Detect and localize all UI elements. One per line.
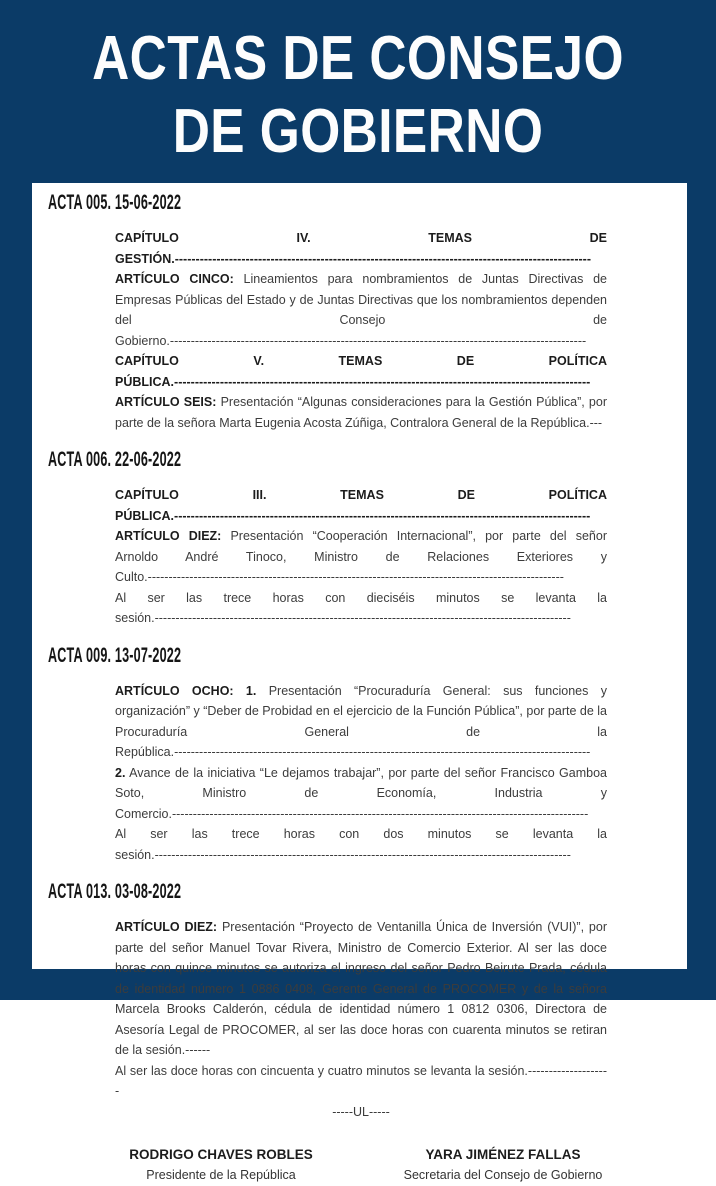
- acta-paragraph: [115, 526, 607, 588]
- signer-role: Secretaria del Consejo de Gobierno: [403, 1168, 603, 1182]
- paragraph-lead: CAPÍTULO III. TEMAS DE POLÍTICA PÚBLICA.: [115, 488, 607, 523]
- paragraph-text: Presentación “Algunas consideraciones para la Gestión Pública”, por parte de la señora Marta Eugenia Acosta Zúñiga, Contralora General de la República.---: [115, 395, 607, 430]
- signer-name: YARA JIMÉNEZ FALLAS: [425, 1147, 581, 1162]
- paragraph-text: Lineamientos para nombramientos de Juntas Directivas de Empresas Públicas del Estado y de Juntas Directivas que los nombramientos dependen del Consejo de Gobierno.: [115, 272, 607, 348]
- dash-filler: ----------------------------------------------------------------------------------------------------: [147, 570, 564, 584]
- signer-role: Presidente de la República: [146, 1168, 296, 1182]
- document-page: [32, 183, 687, 1182]
- banner: [0, 0, 716, 168]
- dash-filler: ----------------------------------------------------------------------------------------------------: [169, 333, 587, 348]
- acta-heading-text: ACTA 006. 22-06-2022: [48, 448, 182, 471]
- paragraph-text: Presentación “Procuraduría General: sus funciones y organización” y “Deber de Probidad en el ejercicio de la Función Pública”, por parte de la Procuraduría General de la República.: [115, 683, 607, 759]
- paragraph-lead: 2.: [115, 765, 126, 780]
- acta-paragraph: [115, 228, 607, 269]
- acta-heading: [48, 643, 687, 667]
- dash-filler: ----------------------------------------------------------------------------------------------------: [154, 611, 571, 625]
- acta-paragraph: [115, 269, 607, 351]
- acta-paragraphs: [115, 485, 607, 629]
- acta-heading: [48, 193, 687, 213]
- paragraph-lead: ARTÍCULO OCHO: 1.: [115, 683, 257, 698]
- paragraph-lead: ARTÍCULO CINCO:: [115, 272, 234, 286]
- acta-paragraphs: [115, 228, 607, 433]
- acta-paragraph: [115, 485, 607, 526]
- acta-sections: [48, 193, 687, 1122]
- acta-paragraph: [115, 917, 607, 1061]
- dash-filler: ----------------------------------------------------------------------------------------------------: [154, 847, 571, 862]
- signer-name: RODRIGO CHAVES ROBLES: [129, 1147, 313, 1162]
- dash-filler: ----------------------------------------------------------------------------------------------------: [174, 251, 591, 266]
- acta-section: [48, 643, 687, 866]
- paragraph-text: Al ser las doce horas con cincuenta y cuatro minutos se levanta la sesión.--------------------: [115, 1063, 607, 1098]
- acta-paragraph: [115, 681, 607, 763]
- acta-section: [48, 882, 687, 1122]
- acta-paragraph: [115, 763, 607, 825]
- paragraph-lead: ARTÍCULO SEIS:: [115, 395, 217, 409]
- title-line-1: ACTAS DE CONSEJO: [92, 24, 624, 93]
- acta-paragraphs: [115, 681, 607, 866]
- acta-section: [48, 193, 687, 433]
- dash-filler: ----------------------------------------------------------------------------------------------------: [174, 374, 591, 389]
- paragraph-text: Presentación “Proyecto de Ventanilla Única de Inversión (VUI)”, por parte del señor Manuel Tovar Rivera, Ministro de Comercio Exterior. Al ser las doce horas con quince minutos se autoriza el ingreso del señor Pedro Beirute Prada, cédula de identidad número 1 0886 0408, Gerente General de PROCOMER y de la señora Marcela Brooks Calderón, cédula de identidad número 1 0812 0306, Directora de Asesoría Legal de PROCOMER, al ser las doce horas con cuarenta minutos se retiran de la sesión.------: [115, 920, 607, 1057]
- paragraph-lead: ARTÍCULO DIEZ:: [115, 529, 222, 543]
- acta-heading: [48, 450, 687, 470]
- dash-filler: ----------------------------------------------------------------------------------------------------: [171, 806, 589, 821]
- paragraph-text: Avance de la iniciativa “Le dejamos trabajar”, por parte del señor Francisco Gamboa Soto, Ministro de Economía, Industria y Comercio.: [115, 765, 607, 821]
- paragraph-text: Al ser las trece horas con dos minutos se levanta la sesión.: [115, 827, 607, 862]
- acta-paragraph: [115, 1061, 607, 1102]
- acta-paragraph: [115, 392, 607, 433]
- signature-right: [394, 1144, 612, 1186]
- acta-heading: [48, 882, 687, 902]
- paragraph-lead: CAPÍTULO V. TEMAS DE POLÍTICA PÚBLICA.: [115, 354, 607, 389]
- dash-filler: ----------------------------------------------------------------------------------------------------: [174, 745, 591, 759]
- title-line-2: DE GOBIERNO: [172, 97, 544, 166]
- paragraph-lead: ARTÍCULO DIEZ:: [115, 920, 218, 934]
- signature-block: [48, 1144, 703, 1186]
- acta-paragraph: [115, 1102, 607, 1123]
- acta-heading-text: ACTA 009. 13-07-2022: [48, 643, 182, 667]
- signature-left: [48, 1144, 394, 1186]
- acta-paragraphs: [115, 917, 607, 1122]
- paragraph-text: Presentación “Cooperación Internacional”, por parte del señor Arnoldo André Tinoco, Ministro de Relaciones Exteriores y Culto.: [115, 529, 607, 584]
- paragraph-text: -----UL-----: [332, 1104, 390, 1119]
- acta-paragraph: [115, 824, 607, 865]
- page-title: [0, 22, 716, 168]
- acta-section: [48, 450, 687, 629]
- dash-filler: ----------------------------------------------------------------------------------------------------: [174, 508, 591, 523]
- acta-heading-text: ACTA 013. 03-08-2022: [48, 880, 182, 903]
- acta-paragraph: [115, 351, 607, 392]
- paragraph-lead: CAPÍTULO IV. TEMAS DE GESTIÓN.: [115, 231, 607, 266]
- acta-heading-text: ACTA 005. 15-06-2022: [48, 191, 182, 214]
- acta-paragraph: [115, 588, 607, 629]
- paragraph-text: Al ser las trece horas con dieciséis minutos se levanta la sesión.: [115, 590, 607, 625]
